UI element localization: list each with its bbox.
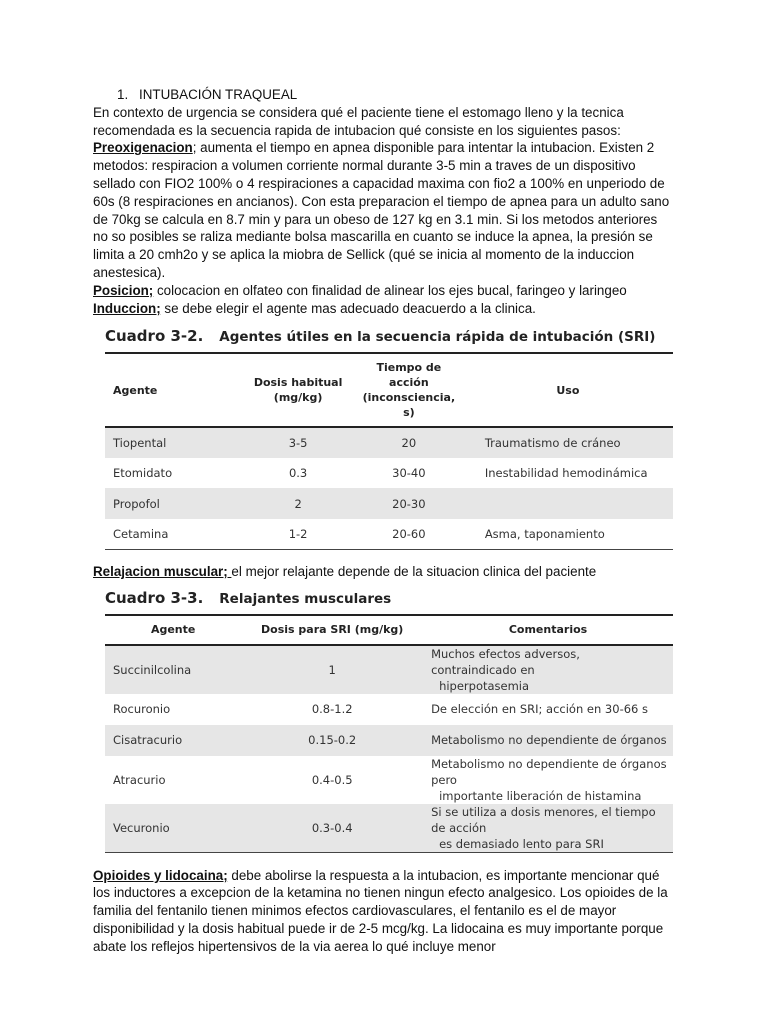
- comment-line1: Si se utiliza a dosis menores, el tiempo de acción: [431, 804, 656, 835]
- header-dose-line2: (mg/kg): [273, 391, 323, 405]
- comment-line1: Muchos efectos adversos, contraindicado en: [431, 646, 580, 677]
- relaxants-table: [105, 614, 673, 853]
- table-header-row: [105, 353, 673, 427]
- cell-comments: [423, 645, 673, 694]
- comment-line1: Metabolismo no dependiente de órganos pero: [431, 756, 667, 787]
- table-row: [105, 694, 673, 725]
- relajacion-term: Relajacion muscular;: [93, 563, 232, 579]
- section-title: INTUBACIÓN TRAQUEAL: [139, 87, 298, 102]
- cell-time: 20-60: [355, 519, 463, 550]
- cell-dose: 0.4-0.5: [311, 772, 353, 787]
- table-cuadro-3-3: [105, 589, 673, 853]
- cell-time: 20-30: [392, 496, 426, 511]
- table-row: [105, 458, 673, 489]
- cell-comments: Metabolismo no dependiente de órganos: [431, 733, 667, 748]
- cell-dose: 0.3-0.4: [241, 804, 423, 853]
- table-row: [105, 804, 673, 853]
- table-row: [105, 427, 673, 458]
- header-time: [355, 353, 463, 427]
- table-row: [105, 645, 673, 694]
- relajacion-text: el mejor relajante depende de la situacion clinica del paciente: [231, 563, 597, 579]
- cell-dose: 0.3: [288, 466, 308, 481]
- cell-agent: Cisatracurio: [113, 733, 183, 748]
- cell-dose: 0.15-0.2: [308, 733, 357, 748]
- cell-use: Traumatismo de cráneo: [484, 436, 621, 451]
- comment-line2: es demasiado lento para SRI: [439, 836, 604, 851]
- table-header-row: [105, 615, 673, 645]
- cell-agent: Tiopental: [113, 436, 167, 451]
- table-title: Agentes útiles en la secuencia rápida de intubación (SRI): [219, 329, 656, 346]
- cell-agent: Rocuronio: [113, 702, 171, 717]
- cell-agent: Succinilcolina: [113, 662, 192, 677]
- cell-use: [463, 488, 673, 519]
- cell-comments: De elección en SRI; acción en 30-66 s: [431, 702, 648, 717]
- sri-agents-table: [105, 352, 673, 550]
- posicion-paragraph: [93, 282, 673, 300]
- cell-time: 20: [401, 436, 417, 451]
- cell-dose: 3-5: [288, 436, 308, 451]
- relajacion-paragraph: [93, 563, 673, 581]
- header-dose-line1: Dosis habitual: [253, 376, 343, 390]
- table-row: [105, 488, 673, 519]
- cell-dose: 1: [328, 662, 336, 677]
- header-agent: Agente: [105, 615, 241, 645]
- document-page: [93, 86, 673, 956]
- header-time-line2: (inconsciencia, s): [362, 391, 456, 420]
- induccion-paragraph: [93, 300, 673, 318]
- table-cuadro-3-2: [105, 327, 673, 550]
- comment-line2: importante liberación de histamina: [439, 788, 642, 803]
- cell-time: 30-40: [392, 466, 426, 481]
- opioides-paragraph: [93, 867, 673, 956]
- induccion-term: Induccion;: [93, 300, 161, 316]
- table-code: Cuadro 3-2.: [105, 327, 204, 346]
- header-agent: Agente: [105, 353, 241, 427]
- cell-comments: [423, 756, 673, 804]
- cell-agent: Cetamina: [105, 519, 241, 550]
- table-code: Cuadro 3-3.: [105, 588, 204, 607]
- cell-use: Inestabilidad hemodinámica: [484, 466, 648, 481]
- section-heading: [93, 86, 673, 104]
- header-time-line1: Tiempo de acción: [376, 361, 442, 390]
- preoxigenacion-paragraph: [93, 139, 673, 281]
- cell-agent: Propofol: [113, 496, 160, 511]
- induccion-text: se debe elegir el agente mas adecuado deacuerdo a la clinica.: [160, 300, 536, 316]
- cell-agent: Vecuronio: [105, 804, 241, 853]
- preoxigenacion-text: ; aumenta el tiempo en apnea disponible para intentar la intubacion. Existen 2 metodos: respiracion a volumen corriente normal durante 3-5 min a traves de un dispositivo sellado con FIO2 100% o 4 respiraciones a capacidad maxima con fio2 a 100% en unperiodo de 60s (8 respiraciones en ancianos). Con esta preparacion el tiempo de apnea para un adulto sano de 70kg se calcula en 8.7 min y para un obeso de 127 kg en 3.1 min. Si los metodos anteriores no so posibles se raliza mediante bolsa mascarilla en cuanto se induce la apnea, la presión se limita a 20 cmh2o y se aplica la miobra de Sellick (qué se inicia al momento de la induccion anestesica).: [93, 140, 670, 280]
- table-row: [105, 725, 673, 756]
- posicion-text: colocacion en olfateo con finalidad de alinear los ejes bucal, faringeo y laringeo: [153, 282, 627, 298]
- cell-use: Asma, taponamiento: [463, 519, 673, 550]
- cell-agent: Atracurio: [113, 772, 166, 787]
- preoxigenacion-term: Preoxigenacion: [93, 140, 193, 156]
- comment-line2: hiperpotasemia: [439, 678, 530, 693]
- header-use: Uso: [463, 353, 673, 427]
- cell-comments: [423, 804, 673, 853]
- table-title: Relajantes musculares: [219, 590, 392, 607]
- opioides-term: Opioides y lidocaina;: [93, 867, 228, 883]
- cell-dose: 1-2: [241, 519, 355, 550]
- table-caption: [105, 327, 673, 345]
- cell-agent: Etomidato: [113, 466, 173, 481]
- section-number: 1.: [117, 87, 129, 102]
- table-row: [105, 519, 673, 550]
- posicion-term: Posicion;: [93, 282, 154, 298]
- header-dose: Dosis para SRI (mg/kg): [241, 615, 423, 645]
- intro-paragraph: En contexto de urgencia se considera qué el paciente tiene el estomago lleno y la tecnica recomendada es la secuencia rapida de intubacion qué consiste en los siguientes pasos:: [93, 104, 624, 138]
- header-dose: [241, 353, 355, 427]
- table-caption: [105, 589, 673, 607]
- opioides-text: debe abolirse la respuesta a la intubacion, es importante mencionar qué los inductores a excepcion de la ketamina no tienen ningun efecto analgesico. Los opioides de la familia del fentanilo tienen minimos efectos cardiovasculares, el fentanilo es el de mayor disponibilidad y la dosis habitual puede ir de 2-5 mcg/kg. La lidocaina es muy importante porque abate los reflejos hipertensivos de la via aerea lo qué incluye menor: [93, 867, 668, 954]
- header-comments: Comentarios: [423, 615, 673, 645]
- cell-dose: 2: [294, 496, 302, 511]
- table-row: [105, 756, 673, 804]
- cell-dose: 0.8-1.2: [311, 702, 353, 717]
